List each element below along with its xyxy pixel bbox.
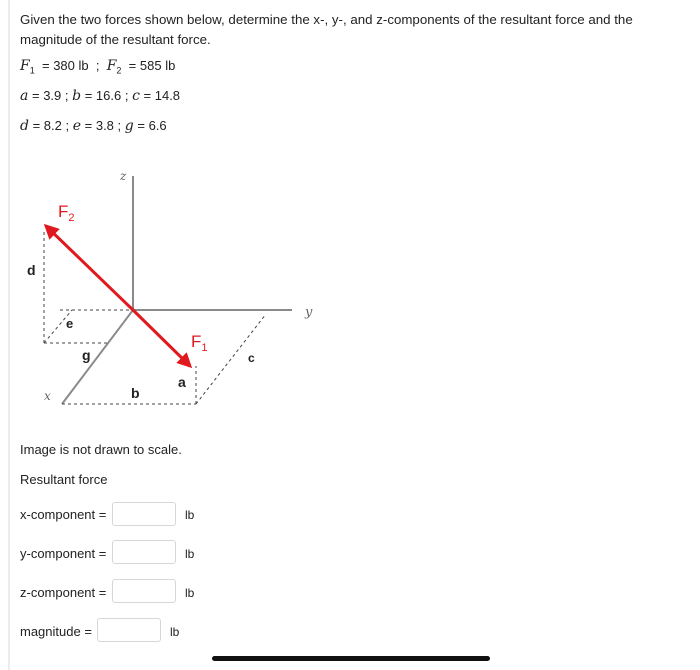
f2-label-letter: F — [58, 202, 69, 221]
x-axis-label: x — [44, 389, 51, 403]
not-to-scale-note: Image is not drawn to scale. — [20, 442, 182, 457]
g-symbol: g — [124, 118, 134, 134]
a-value: 3.9 — [43, 88, 62, 103]
c-symbol: c — [132, 88, 140, 104]
given-deg — [20, 118, 167, 134]
f2-value: 585 lb — [139, 58, 176, 73]
d-symbol: d — [20, 118, 29, 134]
given-forces — [20, 58, 175, 76]
c-value: 14.8 — [154, 88, 181, 103]
magnitude-unit: lb — [170, 625, 180, 639]
equals: = — [139, 88, 155, 103]
equals: = — [81, 118, 96, 133]
g-value: 6.6 — [148, 118, 167, 133]
f1-label-letter: F — [191, 332, 202, 351]
separator: ; — [61, 118, 73, 133]
magnitude-label: magnitude = — [20, 624, 92, 639]
f1-value: 380 lb — [53, 58, 89, 73]
f1-symbol: F — [20, 58, 30, 74]
x-component-input[interactable] — [112, 502, 176, 526]
separator: ; — [92, 58, 104, 73]
g-label: g — [82, 347, 91, 363]
separator: ; — [61, 88, 73, 103]
equals: = — [133, 118, 149, 133]
z-axis-label: z — [120, 169, 127, 183]
z-component-label: z-component = — [20, 585, 107, 600]
force-f2-arrow — [46, 226, 133, 310]
e-value: 3.8 — [95, 118, 114, 133]
c-label: c — [248, 351, 255, 365]
f2-label — [58, 202, 75, 224]
force-f1-arrow — [133, 310, 190, 366]
d-value: 8.2 — [43, 118, 62, 133]
y-component-unit: lb — [185, 547, 195, 561]
a-symbol: a — [20, 88, 29, 104]
magnitude-input[interactable] — [97, 618, 161, 642]
horizontal-scrollbar[interactable] — [212, 656, 490, 661]
f1-subscript: 1 — [29, 65, 35, 76]
e-symbol: e — [72, 118, 82, 134]
equals: = — [81, 88, 96, 103]
separator: ; — [113, 118, 125, 133]
f1-label-sub: 1 — [201, 342, 208, 354]
equals: = — [28, 88, 44, 103]
f2-subscript: 2 — [116, 65, 122, 76]
c-dimension-line — [196, 314, 266, 404]
y-axis-label: y — [305, 305, 313, 320]
y-component-input[interactable] — [112, 540, 176, 564]
f1-label — [191, 332, 208, 354]
d-label: d — [27, 262, 36, 278]
z-component-input[interactable] — [112, 579, 176, 603]
equals: = — [28, 118, 44, 133]
equals: = — [125, 58, 140, 73]
x-component-unit: lb — [185, 508, 195, 522]
e-label: e — [66, 316, 74, 331]
a-label: a — [178, 374, 186, 390]
y-component-label: y-component = — [20, 546, 107, 561]
f2-symbol: F — [106, 58, 117, 74]
equals: = — [38, 58, 54, 73]
separator: ; — [121, 88, 133, 103]
f2-label-sub: 2 — [68, 212, 75, 224]
section-title: Resultant force — [20, 472, 108, 487]
b-value: 16.6 — [95, 88, 122, 103]
b-label: b — [131, 385, 140, 401]
b-symbol: b — [72, 88, 82, 104]
question-text: Given the two forces shown below, determine the x-, y-, and z-components of the resultant force and the magnitude of the resultant force. — [20, 12, 633, 47]
given-abc — [20, 88, 180, 104]
force-diagram — [0, 160, 330, 420]
z-component-unit: lb — [185, 586, 195, 600]
x-component-label: x-component = — [20, 507, 107, 522]
